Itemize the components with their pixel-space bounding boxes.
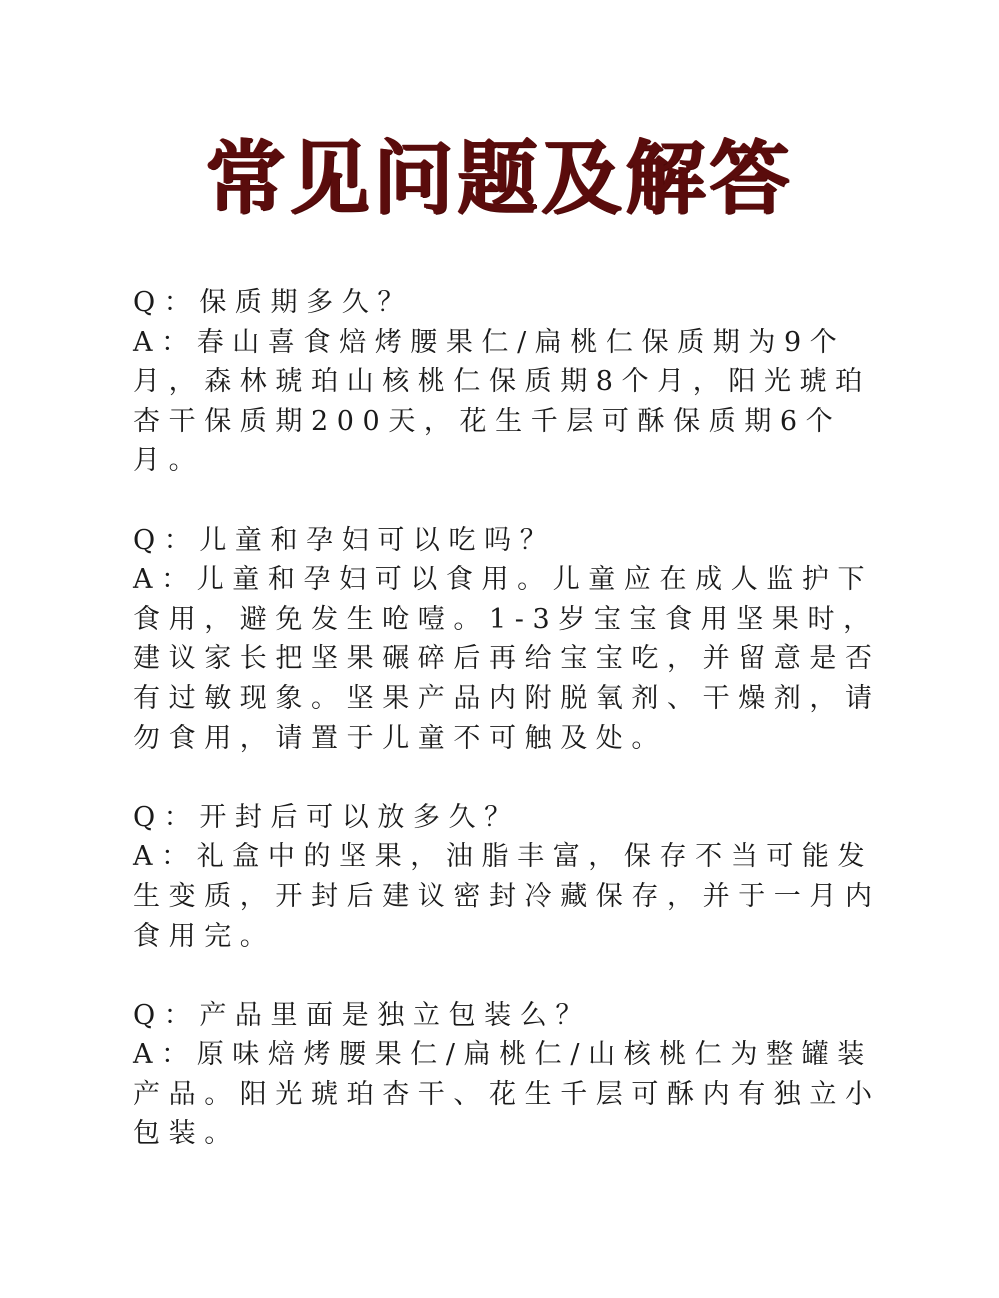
faq-answer: A：春山喜食焙烤腰果仁/扁桃仁保质期为9个月，森林琥珀山核桃仁保质期8个月，阳光琥珀杏干保质期200天，花生千层可酥保质期6个月。 bbox=[133, 326, 871, 477]
page-title: 常见问题及解答 bbox=[205, 131, 794, 225]
faq-question: Q：开封后可以放多久？ bbox=[133, 801, 520, 833]
faq-question: Q：保质期多久？ bbox=[133, 287, 413, 318]
faq-list bbox=[133, 283, 903, 1194]
faq-item-individual-packaging bbox=[133, 996, 903, 1154]
faq-item-shelf-life bbox=[133, 283, 903, 481]
faq-answer: A：原味焙烤腰果仁/扁桃仁/山核桃仁为整罐装产品。阳光琥珀杏干、花生千层可酥内有独立小包装。 bbox=[133, 1039, 881, 1150]
faq-answer: A：礼盒中的坚果，油脂丰富，保存不当可能发生变质，开封后建议密封冷藏保存，并于一月内食用完。 bbox=[133, 841, 881, 952]
faq-item-children-pregnant bbox=[133, 521, 903, 759]
faq-item-after-opening bbox=[133, 798, 903, 956]
faq-question: Q：儿童和孕妇可以吃吗？ bbox=[133, 524, 556, 556]
faq-question: Q：产品里面是独立包装么？ bbox=[133, 999, 591, 1031]
faq-answer: A：儿童和孕妇可以食用。儿童应在成人监护下食用，避免发生呛噎。1-3岁宝宝食用坚果时，建议家长把坚果碾碎后再给宝宝吃，并留意是否有过敏现象。坚果产品内附脱氧剂、干燥剂，请勿食用，请置于儿童不可触及处。 bbox=[133, 564, 881, 754]
